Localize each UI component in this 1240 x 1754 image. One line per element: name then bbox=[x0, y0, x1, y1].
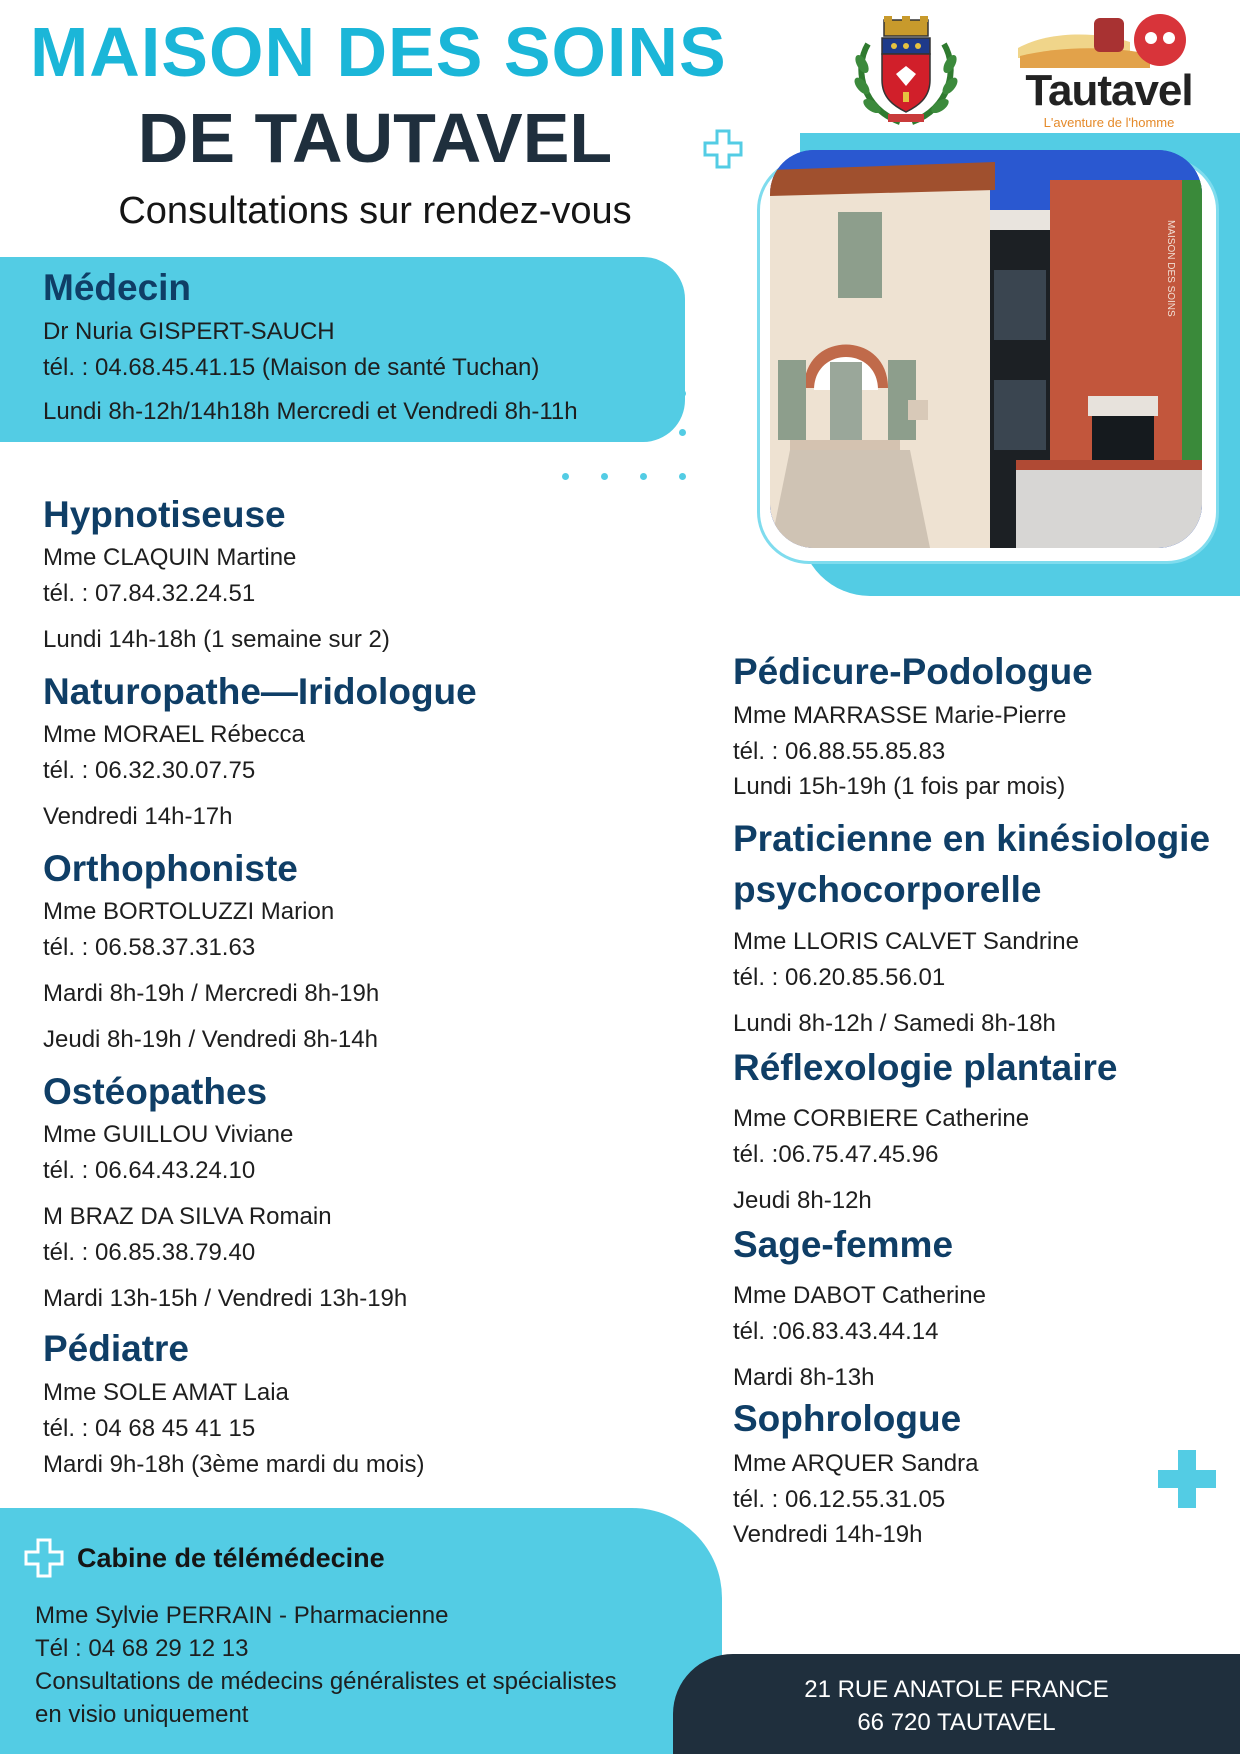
practitioner-name: Mme CLAQUIN Martine bbox=[43, 544, 297, 571]
practitioner-name: Mme ARQUER Sandra bbox=[733, 1450, 979, 1477]
brand-tagline: L'aventure de l'homme bbox=[1043, 115, 1175, 130]
phone-line: tél. : 04.68.45.41.15 (Maison de santé Tuchan) bbox=[43, 354, 540, 381]
schedule-line: Vendredi 14h-19h bbox=[733, 1521, 923, 1548]
section-heading: Sophrologue bbox=[733, 1398, 962, 1439]
practitioner-name: M BRAZ DA SILVA Romain bbox=[43, 1203, 332, 1230]
schedule-line: Lundi 8h-12h/14h18h Mercredi et Vendredi 8h-11h bbox=[43, 398, 578, 425]
phone-line: Tél : 04 68 29 12 13 bbox=[35, 1635, 249, 1662]
phone-line: tél. : 06.64.43.24.10 bbox=[43, 1157, 256, 1184]
schedule-line: Mardi 13h-15h / Vendredi 13h-19h bbox=[43, 1285, 408, 1312]
practitioner-name: Mme CORBIERE Catherine bbox=[733, 1105, 1030, 1132]
decor-dot bbox=[679, 473, 686, 480]
address-line1: 21 RUE ANATOLE FRANCE bbox=[804, 1676, 1109, 1703]
section-heading: Naturopathe—Iridologue bbox=[43, 671, 477, 712]
practitioner-name: Mme GUILLOU Viviane bbox=[43, 1121, 294, 1148]
schedule-line: Jeudi 8h-19h / Vendredi 8h-14h bbox=[43, 1026, 378, 1053]
tautavel-brand-logo bbox=[1010, 10, 1208, 130]
section-heading: Orthophoniste bbox=[43, 848, 298, 889]
decor-dot bbox=[601, 473, 608, 480]
page-title-line2: DE TAUTAVEL bbox=[137, 99, 613, 177]
decor-dot bbox=[562, 473, 569, 480]
plus-icon bbox=[23, 1537, 65, 1579]
plus-icon bbox=[702, 128, 744, 170]
address-line2: 66 720 TAUTAVEL bbox=[857, 1709, 1056, 1736]
practitioner-name: Mme MARRASSE Marie-Pierre bbox=[733, 702, 1067, 729]
schedule-line: Mardi 8h-13h bbox=[733, 1364, 875, 1391]
schedule-line: Jeudi 8h-12h bbox=[733, 1187, 872, 1214]
practitioner-name: Dr Nuria GISPERT-SAUCH bbox=[43, 318, 335, 345]
decor-dot bbox=[640, 473, 647, 480]
schedule-line: Vendredi 14h-17h bbox=[43, 803, 233, 830]
phone-line: tél. : 06.12.55.31.05 bbox=[733, 1486, 946, 1513]
phone-line: tél. : 06.58.37.31.63 bbox=[43, 934, 256, 961]
section-heading: Sage-femme bbox=[733, 1224, 954, 1265]
phone-line: tél. : 06.32.30.07.75 bbox=[43, 757, 256, 784]
pharmacist-name: Mme Sylvie PERRAIN - Pharmacienne bbox=[35, 1602, 449, 1629]
section-heading: psychocorporelle bbox=[733, 869, 1042, 910]
section-heading: Hypnotiseuse bbox=[43, 494, 286, 535]
phone-line: tél. : 04 68 45 41 15 bbox=[43, 1415, 256, 1442]
phone-line: tél. :06.83.43.44.14 bbox=[733, 1318, 939, 1345]
telemedicine-description: Consultations de médecins généralistes et spécialistes bbox=[35, 1668, 617, 1695]
schedule-line: Mardi 8h-19h / Mercredi 8h-19h bbox=[43, 980, 380, 1007]
phone-line: tél. : 07.84.32.24.51 bbox=[43, 580, 256, 607]
section-heading: Médecin bbox=[43, 267, 192, 308]
section-heading: Pédiatre bbox=[43, 1328, 190, 1369]
schedule-line: Mardi 9h-18h (3ème mardi du mois) bbox=[43, 1451, 425, 1478]
section-heading: Pédicure-Podologue bbox=[733, 651, 1093, 692]
schedule-line: Lundi 8h-12h / Samedi 8h-18h bbox=[733, 1010, 1056, 1037]
plus-icon bbox=[1156, 1448, 1218, 1510]
building-sign: MAISON DES SOINS bbox=[1165, 220, 1176, 317]
practitioner-name: Mme MORAEL Rébecca bbox=[43, 721, 305, 748]
practitioner-name: Mme BORTOLUZZI Marion bbox=[43, 898, 335, 925]
phone-line: tél. : 06.88.55.85.83 bbox=[733, 738, 946, 765]
decor-dot bbox=[679, 429, 686, 436]
phone-line: tél. : 06.85.38.79.40 bbox=[43, 1239, 256, 1266]
section-heading: Réflexologie plantaire bbox=[733, 1047, 1118, 1088]
page-subtitle: Consultations sur rendez-vous bbox=[118, 190, 632, 232]
schedule-line: Lundi 15h-19h (1 fois par mois) bbox=[733, 773, 1066, 800]
coat-of-arms-logo bbox=[848, 14, 964, 130]
telemedicine-description: en visio uniquement bbox=[35, 1701, 249, 1728]
practitioner-name: Mme LLORIS CALVET Sandrine bbox=[733, 928, 1079, 955]
address-band bbox=[673, 1654, 1240, 1754]
building-photo bbox=[770, 150, 1202, 548]
practitioner-name: Mme SOLE AMAT Laia bbox=[43, 1379, 289, 1406]
decor-dot bbox=[679, 390, 686, 397]
phone-line: tél. : 06.20.85.56.01 bbox=[733, 964, 946, 991]
section-heading: Praticienne en kinésiologie bbox=[733, 818, 1211, 859]
page-title-line1: MAISON DES SOINS bbox=[30, 13, 727, 91]
telemedicine-heading: Cabine de télémédecine bbox=[77, 1543, 385, 1573]
brand-name: Tautavel bbox=[1025, 66, 1193, 115]
phone-line: tél. :06.75.47.45.96 bbox=[733, 1141, 939, 1168]
schedule-line: Lundi 14h-18h (1 semaine sur 2) bbox=[43, 626, 390, 653]
section-heading: Ostéopathes bbox=[43, 1071, 268, 1112]
practitioner-name: Mme DABOT Catherine bbox=[733, 1282, 986, 1309]
